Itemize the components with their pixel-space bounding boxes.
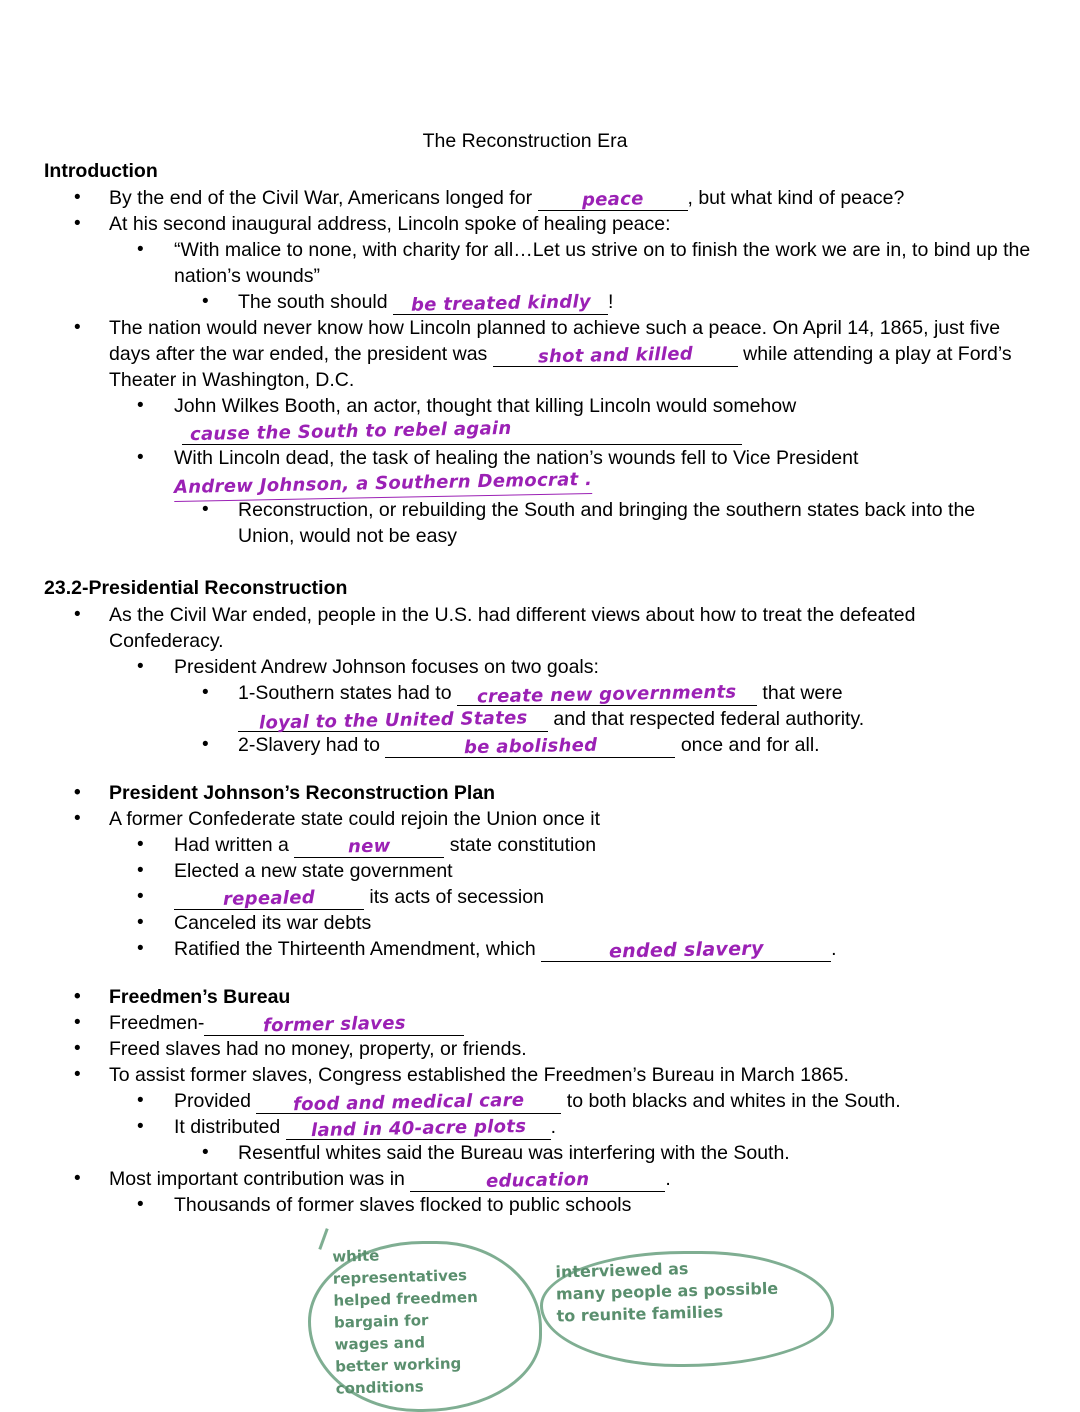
handwritten-answer: former slaves — [262, 1012, 406, 1037]
pr-list-level1 — [44, 602, 1034, 654]
list-item — [109, 1192, 1034, 1218]
handwritten-answer: Andrew Johnson, a Southern Democrat . — [174, 467, 593, 502]
text-run: • At his second inaugural address, Lincoln spoke of healing peace: — [109, 211, 1034, 237]
text-run: • Elected a new state government — [174, 858, 1034, 884]
answer-blank[interactable] — [457, 682, 757, 706]
freedmens-bureau-sublist2 — [44, 1192, 1034, 1218]
text-run: It distributed — [174, 1116, 286, 1138]
green-note-left — [332, 1240, 541, 1399]
list-item — [44, 211, 1034, 237]
text-run: • “With malice to none, with charity for all…Let us strive on to finish the work we are in, to bind up the nation’s wounds” — [174, 237, 1034, 289]
annotation-line: conditions — [335, 1377, 424, 1398]
text-run: ! — [608, 291, 614, 313]
intro-list-level2b — [44, 393, 1034, 497]
list-item — [44, 1010, 1034, 1036]
list-item — [109, 832, 1034, 858]
intro-list-level3 — [44, 289, 1034, 315]
answer-blank[interactable] — [256, 1090, 561, 1114]
intro-list-level1b — [44, 315, 1034, 393]
subheading-freedmens-bureau: • Freedmen’s Bureau — [109, 984, 1034, 1010]
handwritten-answer: repealed — [222, 887, 316, 910]
text-run: that were — [756, 682, 843, 704]
answer-blank[interactable] — [493, 343, 738, 367]
handwritten-answer: education — [485, 1169, 590, 1192]
list-item — [109, 393, 1034, 445]
intro-list-level3b — [44, 497, 1034, 549]
text-run: . — [665, 1168, 671, 1190]
list-item — [44, 315, 1034, 393]
answer-blank[interactable] — [410, 1168, 665, 1192]
text-run: and that respected federal authority. — [548, 708, 865, 730]
section-heading-presidential-reconstruction: 23.2-Presidential Reconstruction — [44, 577, 348, 599]
text-run: Most important contribution was in — [109, 1168, 411, 1190]
list-item — [109, 884, 1034, 910]
annotation-line: interviewed as — [555, 1259, 689, 1282]
annotation-line: wages and — [334, 1333, 426, 1354]
text-run: By the end of the Civil War, Americans longed for — [109, 187, 538, 209]
annotation-line: to reunite families — [556, 1302, 724, 1326]
pr-list-level2 — [44, 654, 1034, 680]
list-item — [174, 680, 1034, 732]
document-body — [44, 128, 1034, 1218]
text-run: • Resentful whites said the Bureau was interfering with the South. — [238, 1140, 1034, 1166]
subheading-johnson-plan: • President Johnson’s Reconstruction Plan — [109, 780, 1034, 806]
text-run: state constitution — [444, 834, 597, 856]
list-item — [44, 984, 1034, 1010]
list-item — [174, 497, 1034, 549]
handwritten-answer: land in 40-acre plots — [310, 1115, 526, 1142]
list-item — [109, 936, 1034, 962]
text-run: • Reconstruction, or rebuilding the South and bringing the southern states back into the Union, would not be easy — [238, 497, 1034, 549]
johnson-plan-sublist — [44, 832, 1034, 962]
answer-blank[interactable] — [182, 419, 742, 445]
text-run: The nation would never know how Lincoln planned to achieve such a peace. On April 14, 1865, just five days after the war ended, the president was — [109, 317, 1001, 365]
list-item — [109, 1088, 1034, 1114]
text-run: • President Andrew Johnson focuses on two goals: — [174, 654, 1034, 680]
text-run: Had written a — [174, 834, 295, 856]
text-run: 1-Southern states had to — [238, 682, 457, 704]
text-run: its acts of secession — [364, 886, 544, 908]
text-run: • Thousands of former slaves flocked to public schools — [174, 1192, 1034, 1218]
answer-blank[interactable] — [393, 291, 608, 315]
list-item — [44, 806, 1034, 832]
list-item — [44, 185, 1034, 211]
green-note-right — [555, 1254, 827, 1327]
text-run: . — [831, 938, 837, 960]
johnson-plan-list — [44, 780, 1034, 832]
freedmens-bureau-sublist3 — [44, 1140, 1034, 1166]
annotation-line: helped freedmen — [333, 1287, 479, 1310]
text-run: John Wilkes Booth, an actor, thought that killing Lincoln would somehow — [174, 395, 797, 417]
list-item — [109, 237, 1034, 289]
list-item — [44, 602, 1034, 654]
intro-list-level2 — [44, 237, 1034, 289]
list-item — [44, 1036, 1034, 1062]
annotation-pointer-left — [318, 1228, 328, 1250]
list-item — [44, 1166, 1034, 1192]
answer-blank[interactable] — [541, 938, 831, 962]
annotation-line: bargain for — [333, 1311, 429, 1332]
list-item — [44, 1062, 1034, 1088]
text-run: • Freed slaves had no money, property, or friends. — [109, 1036, 1034, 1062]
handwritten-answer: be treated kindly — [410, 291, 591, 316]
annotation-line: representatives — [332, 1266, 468, 1288]
text-run: Ratified the Thirteenth Amendment, which — [174, 938, 542, 960]
handwritten-answer: food and medical care — [293, 1089, 525, 1116]
list-item — [109, 654, 1034, 680]
text-run: once and for all. — [675, 734, 820, 756]
handwritten-answer: create new governments — [477, 681, 737, 708]
handwritten-answer: cause the South to rebel again — [189, 417, 512, 446]
text-run: . — [550, 1116, 557, 1138]
handwritten-answer: be abolished — [463, 734, 598, 759]
section-heading-introduction: Introduction — [44, 160, 158, 182]
answer-blank[interactable] — [204, 1012, 464, 1036]
handwritten-answer: peace — [581, 188, 644, 211]
text-run: • To assist former slaves, Congress established the Freedmen’s Bureau in March 1865. — [109, 1062, 1034, 1088]
handwritten-answer: shot and killed — [537, 343, 693, 368]
text-run: With Lincoln dead, the task of healing the nation’s wounds fell to Vice President — [174, 447, 859, 469]
intro-list-level1 — [44, 185, 1034, 237]
list-item — [109, 1114, 1034, 1140]
answer-blank[interactable] — [286, 1116, 551, 1140]
text-run: • A former Confederate state could rejoin the Union once it — [109, 806, 1034, 832]
text-run: Freedmen- — [109, 1012, 205, 1034]
answer-blank[interactable] — [238, 708, 548, 732]
text-run: 2-Slavery had to — [238, 734, 386, 756]
text-run: while attending a play at Ford’s Theater in Washington, D.C. — [109, 343, 1012, 391]
text-run: • Canceled its war debts — [174, 910, 1034, 936]
text-run: • As the Civil War ended, people in the U.S. had different views about how to treat the defeated Confederacy. — [109, 602, 1034, 654]
answer-blank[interactable] — [385, 734, 675, 758]
list-item — [174, 1140, 1034, 1166]
text-run: Provided — [174, 1090, 257, 1112]
pr-list-level3 — [44, 680, 1034, 758]
freedmens-bureau-sublist — [44, 1088, 1034, 1140]
list-item — [174, 289, 1034, 315]
list-item — [44, 780, 1034, 806]
text-run: to both blacks and whites in the South. — [561, 1090, 901, 1112]
handwritten-answer: ended slavery — [608, 937, 764, 963]
list-item — [109, 910, 1034, 936]
annotation-line: white — [332, 1246, 380, 1266]
freedmens-bureau-list2 — [44, 1166, 1034, 1192]
answer-blank[interactable] — [174, 886, 364, 910]
list-item — [109, 858, 1034, 884]
handwritten-answer: loyal to the United States — [258, 707, 528, 734]
text-run: , but what kind of peace? — [687, 187, 905, 209]
annotation-line: many people as possible — [555, 1278, 779, 1304]
page-title: The Reconstruction Era — [422, 130, 628, 152]
list-item — [174, 732, 1034, 758]
text-run: The south should — [238, 291, 394, 313]
answer-blank[interactable] — [538, 187, 688, 211]
list-item — [109, 445, 1034, 497]
annotation-line: better working — [334, 1354, 462, 1376]
handwritten-answer: new — [347, 835, 391, 858]
freedmens-bureau-list — [44, 984, 1034, 1088]
answer-blank[interactable] — [294, 834, 444, 858]
